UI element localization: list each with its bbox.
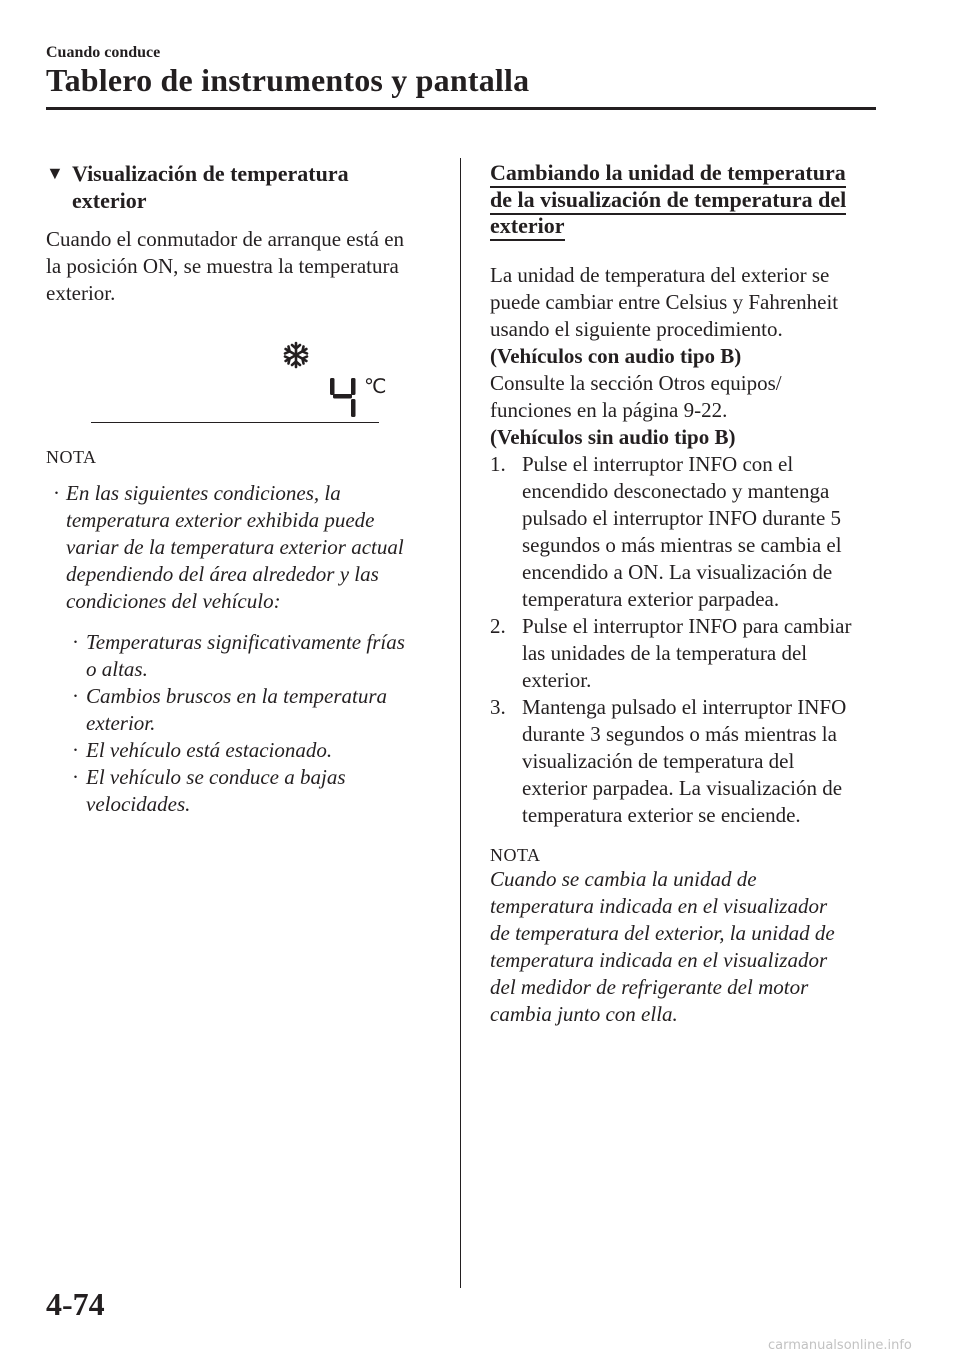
column-divider (460, 158, 461, 1288)
note-sub-bullet (66, 683, 441, 737)
text-line: exterior. (46, 281, 116, 305)
text-line: Cuando se cambia la unidad de (490, 866, 757, 891)
text-line: La unidad de temperatura del exterior se (490, 262, 830, 287)
text-line: velocidades. (86, 792, 191, 816)
text-line: exterior. (86, 711, 156, 735)
section-heading-outside-temperature (46, 160, 441, 214)
text-line: del medidor de refrigerante del motor (490, 974, 809, 999)
note-label: NOTA (490, 844, 541, 865)
right-column (490, 160, 880, 1028)
section-label: Cuando conduce (46, 44, 161, 61)
text-line: Cuando el conmutador de arranque está en (46, 227, 405, 251)
text-line: temperatura exterior se enciende. (522, 802, 801, 827)
note-sub-bullet (66, 629, 441, 683)
note-body (490, 866, 880, 1028)
text-line: El vehículo se conduce a bajas (86, 765, 346, 789)
note-sub-list (66, 629, 441, 818)
step-number: 3. (490, 694, 506, 719)
text-line: o altas. (86, 657, 148, 681)
bullet-dot-icon: · (53, 481, 60, 505)
text-line: temperatura exterior exhibida puede (66, 508, 375, 532)
celsius-unit-label: ℃ (364, 374, 387, 398)
bullet-dot-icon: · (72, 765, 79, 789)
heading-line: Visualización de temperatura (72, 161, 349, 186)
watermark-text: carmanualsonline.info (768, 1338, 912, 1353)
text-line: temperatura indicada en el visualizador (490, 947, 828, 972)
text-line: encendido a ON. La visualización de (522, 559, 833, 584)
text-line: El vehículo está estacionado. (86, 738, 333, 762)
procedure-step (490, 613, 880, 694)
text-line: exterior parpadea. La visualización de (522, 775, 843, 800)
left-column (46, 160, 441, 818)
text-line: Temperaturas significativamente frías (86, 630, 405, 654)
text-line: Mantenga pulsado el interruptor INFO (522, 694, 847, 719)
text-line: de temperatura del exterior, la unidad de (490, 920, 835, 945)
page-title: Tablero de instrumentos y pantalla (46, 62, 530, 98)
bullet-dot-icon: · (72, 738, 79, 762)
text-line: puede cambiar entre Celsius y Fahrenheit (490, 289, 839, 314)
text-line: las unidades de la temperatura del (522, 640, 808, 665)
text-line: exterior. (522, 667, 592, 692)
figure-baseline (91, 422, 379, 423)
title-rule (46, 107, 876, 110)
text-line: durante 3 segundos o más mientras la (522, 721, 837, 746)
note-sub-bullet (66, 764, 441, 818)
note-sub-bullet (66, 737, 441, 764)
procedure-step (490, 451, 880, 613)
text-line: visualización de temperatura del (522, 748, 795, 773)
temperature-digit-text: 4 (368, 414, 369, 416)
text-line: Consulte la sección Otros equipos/ (490, 370, 782, 395)
text-line: dependiendo del área alrededor y las (66, 562, 379, 586)
text-line: encendido desconectado y mantenga (522, 478, 830, 503)
page-number: 4-74 (46, 1286, 105, 1322)
text-line: condiciones del vehículo: (66, 589, 281, 613)
text-line: Pulse el interruptor INFO con el (522, 451, 794, 476)
heading-line: exterior (72, 188, 147, 213)
procedure-step (490, 694, 880, 829)
triangle-bullet-icon: ▼ (46, 163, 64, 183)
text-line: En las siguientes condiciones, la (66, 481, 341, 505)
heading-line: Cambiando la unidad de temperatura (490, 160, 846, 188)
text-line: temperatura indicada en el visualizador (490, 893, 828, 918)
text-line: Cambios bruscos en la temperatura (86, 684, 387, 708)
bullet-dot-icon: · (72, 684, 79, 708)
text-line: Pulse el interruptor INFO para cambiar (522, 613, 852, 638)
text-line: pulsado el interruptor INFO durante 5 (522, 505, 842, 530)
subheading-with-audio-b: (Vehículos con audio tipo B) (490, 343, 742, 368)
heading-line: exterior (490, 213, 565, 241)
note-label: NOTA (46, 447, 97, 467)
temperature-display-figure (46, 321, 441, 433)
text-line: usando el siguiente procedimiento. (490, 316, 783, 341)
subheading-without-audio-b: (Vehículos sin audio tipo B) (490, 424, 736, 449)
text-line: funciones en la página 9-22. (490, 397, 728, 422)
snowflake-icon (282, 341, 310, 369)
text-line: cambia junto con ella. (490, 1001, 678, 1026)
intro-paragraph (46, 226, 441, 307)
right-intro (490, 262, 880, 829)
text-line: variar de la temperatura exterior actual (66, 535, 404, 559)
note-body (46, 480, 441, 818)
step-number: 1. (490, 451, 506, 476)
text-line: segundos o más mientras se cambia el (522, 532, 842, 557)
note-bullet (46, 480, 441, 615)
seven-segment-digit (328, 375, 369, 421)
text-line: temperatura exterior parpadea. (522, 586, 780, 611)
section-heading-change-unit (490, 160, 880, 240)
text-line: la posición ON, se muestra la temperatura (46, 254, 399, 278)
step-number: 2. (490, 613, 506, 638)
bullet-dot-icon: · (72, 630, 79, 654)
heading-line: de la visualización de temperatura del (490, 187, 846, 215)
